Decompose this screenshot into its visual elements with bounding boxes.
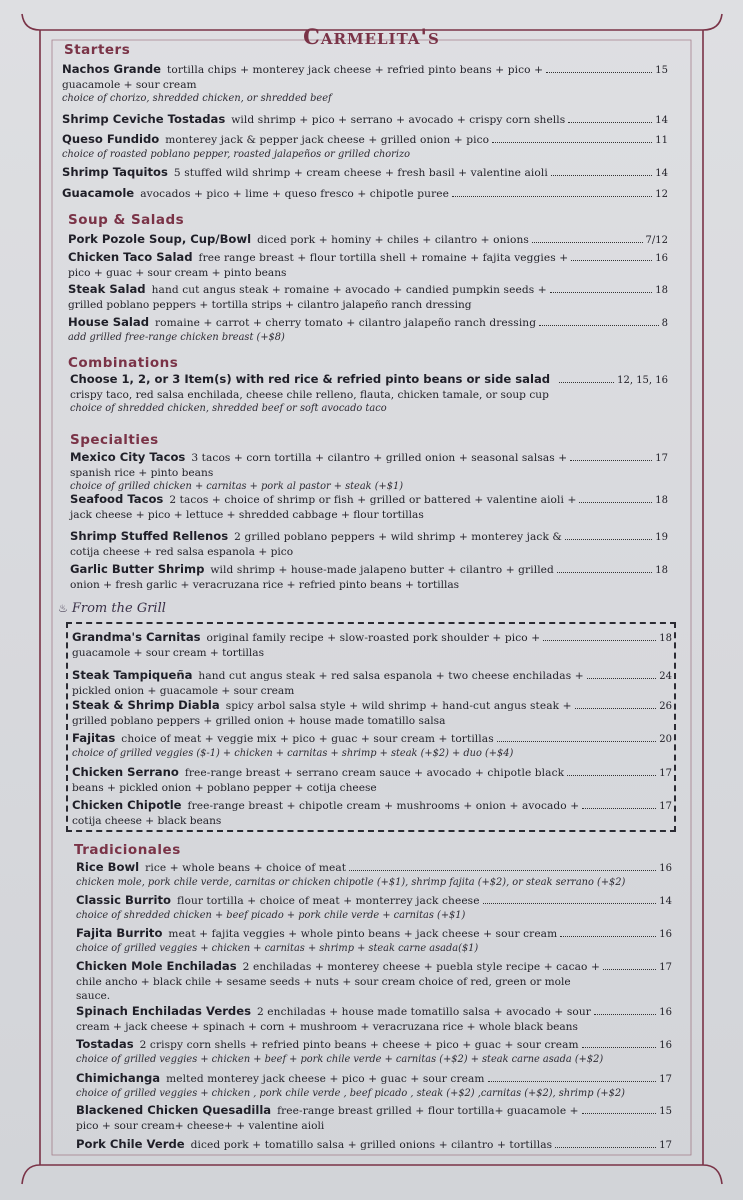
menu-item-price: 18: [655, 565, 668, 576]
dot-leader: [546, 71, 652, 73]
menu-item-price: 18: [655, 495, 668, 506]
menu-item-name: Fajita Burrito: [76, 926, 163, 940]
menu-item-line: [68, 232, 668, 248]
menu-item: [72, 630, 672, 660]
menu-item-line: [72, 798, 672, 814]
menu-item-name: Chicken Taco Salad: [68, 250, 193, 264]
section-soup-salads: Soup & Salads: [68, 212, 185, 228]
menu-item-price: 16: [659, 1040, 672, 1051]
menu-item-price: 16: [655, 253, 668, 264]
dot-leader: [565, 538, 652, 540]
menu-item-description-cont: spanish rice + pinto beans: [70, 467, 214, 479]
menu-item-price: 20: [659, 734, 672, 745]
menu-item-name: Spinach Enchiladas Verdes: [76, 1004, 251, 1018]
menu-item-line: [72, 698, 672, 714]
menu-item-description: diced pork + tomatillo salsa + grilled onions + cilantro + tortillas: [190, 1139, 553, 1151]
menu-item-name: Grandma's Carnitas: [72, 630, 201, 644]
menu-item-description-cont: onion + fresh garlic + veracruzana rice + refried pinto beans + tortillas: [70, 579, 460, 591]
menu-item-choices: choice of grilled veggies + chicken , pork chile verde , beef picado , steak (+$2) ,carnitas (+$2), shrimp (+$2): [76, 1088, 625, 1099]
menu-item-line: [76, 926, 672, 942]
menu-item-description-cont: guacamole + sour cream + tortillas: [72, 647, 265, 659]
menu-item-description: 2 tacos + choice of shrimp or fish + grilled or battered + valentine aioli +: [169, 494, 577, 506]
dot-leader: [570, 459, 652, 461]
menu-item-description-cont: jack cheese + pico + lettuce + shredded cabbage + flour tortillas: [70, 509, 424, 521]
menu-item-price: 19: [655, 532, 668, 543]
menu-item: [62, 62, 668, 106]
menu-item-price: 14: [659, 896, 672, 907]
menu-item-choices: choice of roasted poblano pepper, roasted jalapeños or grilled chorizo: [62, 149, 411, 160]
menu-item-name: Fajitas: [72, 731, 116, 745]
menu-item-description: hand cut angus steak + romaine + avocado + candied pumpkin seeds +: [151, 284, 547, 296]
menu-item-description: free range breast + flour tortilla shell + romaine + fajita veggies +: [198, 252, 569, 264]
dot-leader: [550, 291, 653, 293]
menu-item: [70, 562, 668, 592]
menu-item-description: diced pork + hominy + chiles + cilantro + onions: [257, 234, 529, 246]
menu-item-line: [62, 186, 668, 202]
menu-item-price: 26: [659, 701, 672, 712]
menu-item-line: [70, 372, 668, 388]
menu-item: [68, 315, 668, 345]
menu-item-price: 8: [661, 318, 668, 329]
section-starters: Starters: [64, 42, 131, 58]
menu-item-name: Shrimp Ceviche Tostadas: [62, 112, 226, 126]
menu-item-description: original family recipe + slow-roasted pork shoulder + pico +: [206, 632, 541, 644]
menu-item: [62, 165, 668, 181]
dot-leader: [587, 677, 657, 679]
menu-item-price: 18: [655, 285, 668, 296]
dot-leader: [532, 241, 643, 243]
menu-item-price: 16: [659, 1007, 672, 1018]
menu-item-line: [68, 282, 668, 298]
menu-item-line: [76, 1004, 672, 1020]
menu-item-name: Seafood Tacos: [70, 492, 164, 506]
flame-icon: ♨: [58, 602, 68, 615]
menu-item: [76, 1103, 672, 1133]
menu-item: [76, 1071, 672, 1101]
section-from-the-grill: [58, 601, 166, 616]
menu-item-line: [70, 450, 668, 466]
menu-item-description-cont: sauce.: [76, 990, 111, 1002]
menu-item: [76, 959, 672, 1003]
menu-item-name: House Salad: [68, 315, 149, 329]
dot-leader: [582, 1112, 657, 1114]
menu-item-name: Chicken Mole Enchiladas: [76, 959, 237, 973]
menu-item-line: [76, 1137, 672, 1153]
menu-item-line: [76, 1037, 672, 1053]
menu-item-price: 17: [659, 1074, 672, 1085]
menu-item: [72, 698, 672, 728]
dot-leader: [559, 381, 614, 383]
menu-item-name: Garlic Butter Shrimp: [70, 562, 205, 576]
dot-leader: [497, 740, 657, 742]
section-tradicionales: Tradicionales: [74, 842, 181, 858]
menu-item-line: [62, 112, 668, 128]
menu-item-choices: chicken mole, pork chile verde, carnitas or chicken chipotle (+$1), shrimp fajita (+$2), or steak serrano (+$2): [76, 877, 626, 888]
menu-item-name: Steak Tampiqueña: [72, 668, 193, 682]
menu-item-name: Pork Chile Verde: [76, 1137, 185, 1151]
menu-item-line: [62, 165, 668, 181]
menu-item-name: Shrimp Stuffed Rellenos: [70, 529, 229, 543]
menu-item-description-cont: crispy taco, red salsa enchilada, cheese chile relleno, flauta, chicken tamale, or soup cup: [70, 389, 549, 401]
menu-item: [68, 250, 668, 280]
menu-item-line: [68, 250, 668, 266]
menu-item-name: Steak & Shrimp Diabla: [72, 698, 220, 712]
menu-item-description: 3 tacos + corn tortilla + cilantro + grilled onion + seasonal salsas +: [191, 452, 568, 464]
menu-item: [62, 132, 668, 162]
menu-item-description-cont: cotija cheese + red salsa espanola + pico: [70, 546, 294, 558]
menu-item-price: 11: [655, 135, 668, 146]
menu-item: [76, 926, 672, 956]
menu-item-description-cont: pico + sour cream+ cheese+ + valentine aioli: [76, 1120, 325, 1132]
menu-item-description: melted monterey jack cheese + pico + guac + sour cream: [166, 1073, 485, 1085]
menu-item-price: 12, 15, 16: [617, 375, 668, 386]
menu-item-choices: choice of shredded chicken + beef picado + pork chile verde + carnitas (+$1): [76, 910, 466, 921]
menu-item-choices: choice of grilled veggies + chicken + beef + pork chile verde + carnitas (+$2) + steak carne asada (+$2): [76, 1054, 604, 1065]
menu-item-line: [72, 668, 672, 684]
menu-item-price: 16: [659, 863, 672, 874]
menu-item-line: [68, 315, 668, 331]
menu-item-description: free-range breast + serrano cream sauce + avocado + chipotle black: [184, 767, 565, 779]
menu-item: [70, 450, 668, 494]
menu-item: [72, 798, 672, 828]
menu-item-price: 24: [659, 671, 672, 682]
menu-item-description-cont: grilled poblano peppers + grilled onion + house made tomatillo salsa: [72, 715, 446, 727]
menu-item-line: [72, 765, 672, 781]
menu-item-description-cont: chile ancho + black chile + sesame seeds + nuts + sour cream choice of red, green or mole: [76, 976, 571, 988]
menu-item-choices: choice of shredded chicken, shredded beef or soft avocado taco: [70, 403, 387, 414]
menu-item-price: 18: [659, 633, 672, 644]
dot-leader: [483, 902, 657, 904]
menu-item-price: 14: [655, 115, 668, 126]
dot-leader: [555, 1146, 656, 1148]
menu-item-line: [76, 1103, 672, 1119]
menu-item-price: 15: [659, 1106, 672, 1117]
dot-leader: [575, 707, 657, 709]
menu-item-line: [62, 62, 668, 78]
menu-item: [70, 492, 668, 522]
menu-item-choices: choice of grilled veggies + chicken + carnitas + shrimp + steak carne asada($1): [76, 943, 479, 954]
menu-item-name: Guacamole: [62, 186, 135, 200]
menu-item-line: [70, 492, 668, 508]
menu-item-description-cont: beans + pickled onion + poblano pepper + cotija cheese: [72, 782, 377, 794]
menu-item-price: 14: [655, 168, 668, 179]
menu-item-description: 2 grilled poblano peppers + wild shrimp + monterey jack &: [234, 531, 562, 543]
menu-item-description: 2 enchiladas + monterey cheese + puebla style recipe + cacao +: [242, 961, 600, 973]
menu-item: [70, 372, 668, 416]
dot-leader: [452, 195, 652, 197]
menu-item-name: Tostadas: [76, 1037, 134, 1051]
menu-item: [72, 731, 672, 761]
menu-item-description: hand cut angus steak + red salsa espanola + two cheese enchiladas +: [198, 670, 584, 682]
menu-item-description-cont: pico + guac + sour cream + pinto beans: [68, 267, 287, 279]
menu-item-line: [76, 860, 672, 876]
menu-item-price: 12: [655, 189, 668, 200]
menu-item-choices: add grilled free-range chicken breast (+$8): [68, 332, 285, 343]
menu-item-line: [72, 630, 672, 646]
menu-item-description: 2 crispy corn shells + refried pinto beans + cheese + pico + guac + sour cream: [139, 1039, 579, 1051]
menu-item-name: Nachos Grande: [62, 62, 162, 76]
menu-item-price: 17: [659, 768, 672, 779]
menu-item-description: free-range breast grilled + flour tortilla+ guacamole +: [277, 1105, 579, 1117]
menu-item: [72, 765, 672, 795]
menu-item-description: rice + whole beans + choice of meat: [145, 862, 347, 874]
menu-item-price: 16: [659, 929, 672, 940]
menu-item-choices: choice of chorizo, shredded chicken, or shredded beef: [62, 93, 332, 104]
menu-item-description: avocados + pico + lime + queso fresco + chipotle puree: [140, 188, 449, 200]
dot-leader: [571, 259, 652, 261]
dot-leader: [488, 1080, 657, 1082]
menu-item-name: Classic Burrito: [76, 893, 171, 907]
menu-item: [68, 232, 668, 248]
menu-item: [76, 1037, 672, 1067]
menu-item-description: meat + fajita veggies + whole pinto beans + jack cheese + sour cream: [168, 928, 558, 940]
menu-item-line: [76, 893, 672, 909]
menu-item-name: Chimichanga: [76, 1071, 161, 1085]
menu-item-description: choice of meat + veggie mix + pico + guac + sour cream + tortillas: [121, 733, 494, 745]
menu-item-name: Blackened Chicken Quesadilla: [76, 1103, 272, 1117]
menu-item-description: flour tortilla + choice of meat + monterrey jack cheese: [177, 895, 480, 907]
menu-item-description: tortilla chips + monterey jack cheese + refried pinto beans + pico +: [167, 64, 544, 76]
section-grill-label: From the Grill: [71, 601, 166, 616]
menu-item-description-cont: cream + jack cheese + spinach + corn + mushroom + veracruzana rice + whole black beans: [76, 1021, 578, 1033]
menu-item-description: romaine + carrot + cherry tomato + cilantro jalapeño ranch dressing: [155, 317, 537, 329]
menu-item-choices: choice of grilled chicken + carnitas + pork al pastor + steak (+$1): [70, 481, 404, 492]
menu-item-description-cont: grilled poblano peppers + tortilla strips + cilantro jalapeño ranch dressing: [68, 299, 472, 311]
menu-item-description: free-range breast + chipotle cream + mushrooms + onion + avocado +: [187, 800, 580, 812]
dot-leader: [557, 571, 652, 573]
menu-item: [76, 1137, 672, 1153]
menu-item-line: [72, 731, 672, 747]
dot-leader: [492, 141, 652, 143]
menu-item: [76, 860, 672, 890]
menu-item-name: Chicken Chipotle: [72, 798, 182, 812]
menu-item-description: wild shrimp + pico + serrano + avocado + crispy corn shells: [231, 114, 566, 126]
menu-item-description: wild shrimp + house-made jalapeno butter + cilantro + grilled: [210, 564, 554, 576]
dot-leader: [539, 324, 659, 326]
menu-item-line: [70, 529, 668, 545]
dot-leader: [582, 807, 656, 809]
menu-item: [62, 186, 668, 202]
dot-leader: [560, 935, 656, 937]
menu-item-name: Queso Fundido: [62, 132, 160, 146]
menu-item-price: 7/12: [645, 235, 668, 246]
menu-item: [76, 1004, 672, 1034]
dot-leader: [567, 774, 656, 776]
menu-item-line: [76, 1071, 672, 1087]
menu-item-description: spicy arbol salsa style + wild shrimp + hand-cut angus steak +: [225, 700, 572, 712]
menu-item-line: [76, 959, 672, 975]
menu-item-price: 17: [659, 1140, 672, 1151]
dot-leader: [349, 869, 656, 871]
dot-leader: [579, 501, 652, 503]
menu-item: [62, 112, 668, 128]
menu-item-choices: choice of grilled veggies ($-1) + chicken + carnitas + shrimp + steak (+$2) + duo (+$4): [72, 748, 514, 759]
menu-item-name: Steak Salad: [68, 282, 146, 296]
menu-item-price: 17: [659, 962, 672, 973]
menu-item-description-cont: guacamole + sour cream: [62, 79, 197, 91]
menu-item: [72, 668, 672, 698]
menu-item-line: [62, 132, 668, 148]
menu-item-description: monterey jack & pepper jack cheese + grilled onion + pico: [165, 134, 490, 146]
menu-item-description-cont: pickled onion + guacamole + sour cream: [72, 685, 295, 697]
menu-item-name: Pork Pozole Soup, Cup/Bowl: [68, 232, 252, 246]
restaurant-title: Carmelita's: [303, 24, 440, 49]
menu-item-description: 5 stuffed wild shrimp + cream cheese + fresh basil + valentine aioli: [173, 167, 548, 179]
section-combinations: Combinations: [68, 355, 179, 371]
menu-item-name: Chicken Serrano: [72, 765, 179, 779]
menu-item-name: Mexico City Tacos: [70, 450, 186, 464]
menu-item-name: Shrimp Taquitos: [62, 165, 168, 179]
menu-item-price: 17: [659, 801, 672, 812]
dot-leader: [543, 639, 656, 641]
menu-item-price: 17: [655, 453, 668, 464]
dot-leader: [551, 174, 652, 176]
dot-leader: [582, 1046, 657, 1048]
menu-item-price: 15: [655, 65, 668, 76]
menu-item-name: Rice Bowl: [76, 860, 140, 874]
menu-item-description: 2 enchiladas + house made tomatillo salsa + avocado + sour: [256, 1006, 591, 1018]
menu-item: [76, 893, 672, 923]
menu-item: [70, 529, 668, 559]
menu-item-description-cont: cotija cheese + black beans: [72, 815, 222, 827]
menu-item-line: [70, 562, 668, 578]
menu-item: [68, 282, 668, 312]
section-specialties: Specialties: [70, 432, 159, 448]
dot-leader: [594, 1013, 656, 1015]
dot-leader: [603, 968, 656, 970]
dot-leader: [568, 121, 652, 123]
menu-item-name: Choose 1, 2, or 3 Item(s) with red rice & refried pinto beans or side salad: [70, 372, 551, 386]
